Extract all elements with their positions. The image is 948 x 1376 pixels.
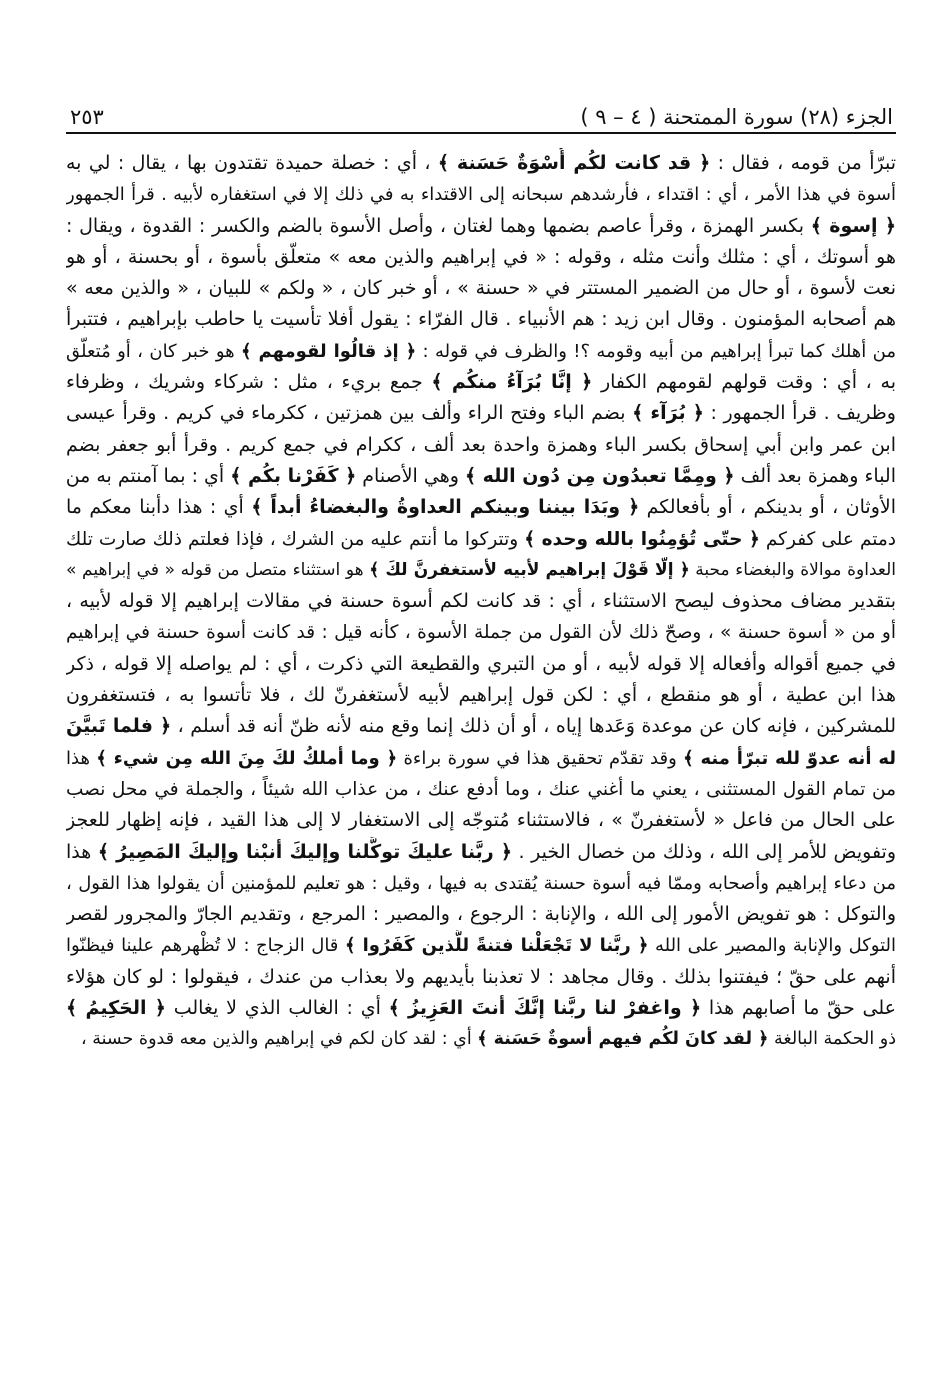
text-line [66,398,896,429]
text-line [66,649,896,680]
quran-verse: ﴿ لقد كانَ لكُم فيهم أسوةٌ حَسَنة ﴾ [477,1029,769,1050]
text-line [66,774,896,805]
commentary-text: ابن عمر وابن أبي إسحاق بكسر الباء وهمزة واحدة بعد ألف ، ككرام في جمع كريم . وقرأ أبو جعفر بضم [66,433,896,456]
commentary-text: وتفويض للأمر إلى الله ، وذلك من خصال الخير . [511,840,896,863]
text-line [66,805,896,836]
commentary-text: نعت لأسوة ، أو حال من الضمير المستتر في « حسنة » ، أو خبر كان ، « ولكم » للبيان ، « والذين معه » [66,277,896,300]
quran-verse: ﴿ قد كانت لكُم أُسْوَةٌ حَسَنة ﴾ [437,152,711,174]
text-line [66,586,896,617]
commentary-text: تبرّأ من قومه ، فقال : [710,152,896,174]
text-line [66,868,896,899]
quran-verse: ﴿ حتّى تُؤمِنُوا بالله وحده ﴾ [524,528,760,550]
page-number: ٢٥٣ [70,105,104,129]
text-line [66,336,896,367]
commentary-text: هو استثناء متصل من قوله « في إبراهيم » [66,559,370,580]
commentary-text: على حقّ ما أصابهم هذا [701,997,896,1020]
text-line [66,617,896,648]
commentary-text: بكسر الهمزة ، وقرأ عاصم بضمها وهما لغتان ، وأصل الأسوة بالضم والكسر : القدوة ، ويقال : [66,214,811,237]
quran-verse: ﴿ وما أملكُ لكَ مِنَ الله مِن شيء ﴾ [96,747,398,769]
running-header [70,92,893,132]
quran-verse: ﴿ الحَكِيمُ ﴾ [66,997,166,1020]
commentary-text: من أهلك كما تبرأ إبراهيم من أبيه وقومه ؟! والظرف في قوله : [416,340,896,362]
quran-verse: ﴿ واغفرْ لنا ربَّنا إنَّكَ أنتَ العَزِيزُ ﴾ [388,997,702,1020]
text-line [66,899,896,930]
commentary-text: به ، أي : وقت قولهم لقومهم الكفار [592,371,896,394]
commentary-text: أنهم على حقّ ؛ فيفتنوا بذلك . وقال مجاهد : لا تعذبنا بأيديهم ولا بعذاب من عندك ، فيقولوا : لو كان هؤلاء [66,965,896,988]
quran-verse: ﴿ إلّا قَوْلَ إبراهيم لأبيه لأستغفرنَّ لكَ ﴾ [369,559,690,580]
commentary-text: هذا [66,747,97,769]
commentary-text: ذو الحكمة البالغة [768,1029,896,1050]
commentary-text: هم أصحابه المؤمنون . وقال ابن زيد : هم الأنبياء . قال الفرّاء : يقول أفلا تأسيت يا حاطب بإبراهيم ، فتتبرأ [66,308,896,331]
quran-verse: ﴿ إنَّا بُرَآءُ منكُم ﴾ [431,371,593,394]
text-line [66,555,896,586]
text-line [66,962,896,993]
commentary-text: وقد تقدّم تحقيق هذا في سورة براءة [397,747,684,769]
commentary-text: من تمام القول المستثنى ، يعني ما أغني عنك ، وما أدفع عنك ، من عذاب الله شيئاً ، والجملة في محل نصب [66,778,896,800]
commentary-text: الباء وهمزة بعد ألف [734,464,896,487]
quran-verse: ﴿ ربَّنا عليكَ توكَّلنا وإليكَ أنبْنا وإليكَ المَصِيرُ ﴾ [97,840,512,863]
text-line [66,492,896,523]
commentary-text: بضم الباء وفتح الراء وألف بين همزتين ، ككرماء في كريم . وقرأ عيسى [66,402,633,425]
commentary-text: وهي الأصنام [356,464,465,487]
quran-verse: ﴿ إذ قالُوا لقومهم ﴾ [241,340,417,362]
commentary-text: هذا ابن عطية ، أو هو منقطع ، أي : لكن قول إبراهيم لأبيه لأستغفرنّ لك ، فلا تأتسوا به ، فتستغفرون [66,684,896,707]
commentary-text: هو خبر كان ، أو مُتعلّق [66,340,242,362]
text-line [66,304,896,335]
commentary-text: على الحال من فاعل « لأستغفرنّ » ، فالاستثناء مُتوجّه إلى الاستغفار لا إلى هذا القيد ، فإنه إظهار للعجز [66,809,896,832]
commentary-text: بتقدير مضاف محذوف ليصح الاستثناء ، أي : قد كانت لكم أسوة حسنة في مقالات إبراهيم إلا قوله لأبيه ، [66,590,896,613]
commentary-text: هو أسوتك ، أي : مثلك وأنت مثله ، وقوله : « في إبراهيم والذين معه » متعلّق بأسوة ، أو بحسنة ، أو هو [66,245,896,268]
commentary-text: أسوة في هذا الأمر ، أي : اقتداء ، فأرشدهم سبحانه إلى الاقتداء به في ذلك إلا في استغفاره لأبيه . قرأ الجمهور [66,184,896,206]
quran-verse: ﴿ فلما تَبيَّنَ [66,715,172,738]
text-line [66,711,896,742]
commentary-text: التوكل والإنابة والمصير على الله [648,935,896,957]
header-title: الجزء (٢٨) سورة الممتحنة ( ٤ – ٩ ) [580,105,893,129]
quran-verse: ﴿ ربَّنا لا تَجْعَلْنا فتنةً للَّذين كَفَرُوا ﴾ [344,935,649,957]
text-line [66,524,896,555]
commentary-text: والتوكل : هو تفويض الأمور إلى الله ، والإنابة : الرجوع ، والمصير : المرجع ، وتقديم الجارّ والمجرور لقصر [66,903,896,926]
commentary-text: أي : هذا دأبنا معكم ما [66,496,252,519]
text-line [66,367,896,398]
quran-verse: ﴿ بُرَآء ﴾ [632,402,704,425]
quran-verse: ﴿ ومِمَّا تعبدُون مِن دُون الله ﴾ [464,464,735,487]
commentary-text: الأوثان ، أو بدينكم ، أو بأفعالكم [639,496,896,519]
commentary-text: في جميع أقواله وأفعاله إلا قوله لأبيه ، أو من التبري والقطيعة التي ذكرت ، أي : لم يواصله إلا قوله ، ذكر [66,652,896,675]
header-rule [66,132,896,134]
quran-verse: ﴿ كَفَرْنا بكُم ﴾ [230,464,357,487]
commentary-text: أي : لقد كان لكم في إبراهيم والذين معه قدوة حسنة ، [81,1029,478,1050]
commentary-text: أي : الغالب الذي لا يغالب [165,997,389,1020]
text-line [66,179,896,210]
commentary-text: العداوة موالاة والبغضاء محبة [689,559,896,580]
commentary-text: أي : بما آمنتم به من [66,464,231,487]
commentary-text: من دعاء إبراهيم وأصحابه وممّا فيه أسوة حسنة يُقتدى به فيها ، وقيل : هو تعليم للمؤمنين أن يقولوا هذا القول ، [66,872,896,894]
commentary-text: للمشركين ، فإنه كان عن موعدة وَعَدها إياه ، أو أن ذلك إنما وقع منه لأنه ظنّ أنه قد أسلم ، [171,715,896,738]
commentary-text: هذا [66,840,98,863]
quran-verse: ﴿ وبَدَا بيننا وبينكم العداوةُ والبغضاءُ أبداً ﴾ [251,496,640,519]
commentary-text: ، أي : خصلة حميدة تقتدون بها ، يقال : لي به [66,152,438,174]
text-line [66,993,896,1024]
commentary-text: جمع بريء ، مثل : شركاء وشريك ، وظرفاء [66,371,432,394]
commentary-text: وظريف . قرأ الجمهور : [703,402,896,425]
text-line [66,930,896,961]
text-line [66,837,896,868]
commentary-text: دمتم على كفركم [759,528,896,550]
text-line [66,1024,896,1055]
text-line [66,680,896,711]
commentary-text: قال الزجاج : لا تُظْهرهم علينا فيظنّوا [66,935,345,957]
text-line [66,430,896,461]
quran-verse: ﴿ إسوة ﴾ [810,214,896,237]
text-line [66,273,896,304]
commentary-text: وتتركوا ما أنتم عليه من الشرك ، فإذا فعلتم ذلك صارت تلك [66,528,525,550]
text-line [66,148,896,179]
text-line [66,743,896,774]
quran-verse: له أنه عدوّ لله تبرّأ منه ﴾ [683,747,896,769]
commentary-text: أو من « أسوة حسنة » ، وصحّ ذلك لأن القول من جملة الأسوة ، كأنه قيل : قد كانت أسوة حسنة في إبراهيم [66,622,896,644]
text-line [66,242,896,273]
text-line [66,211,896,242]
text-line [66,461,896,492]
tafsir-body-text [66,148,896,1056]
